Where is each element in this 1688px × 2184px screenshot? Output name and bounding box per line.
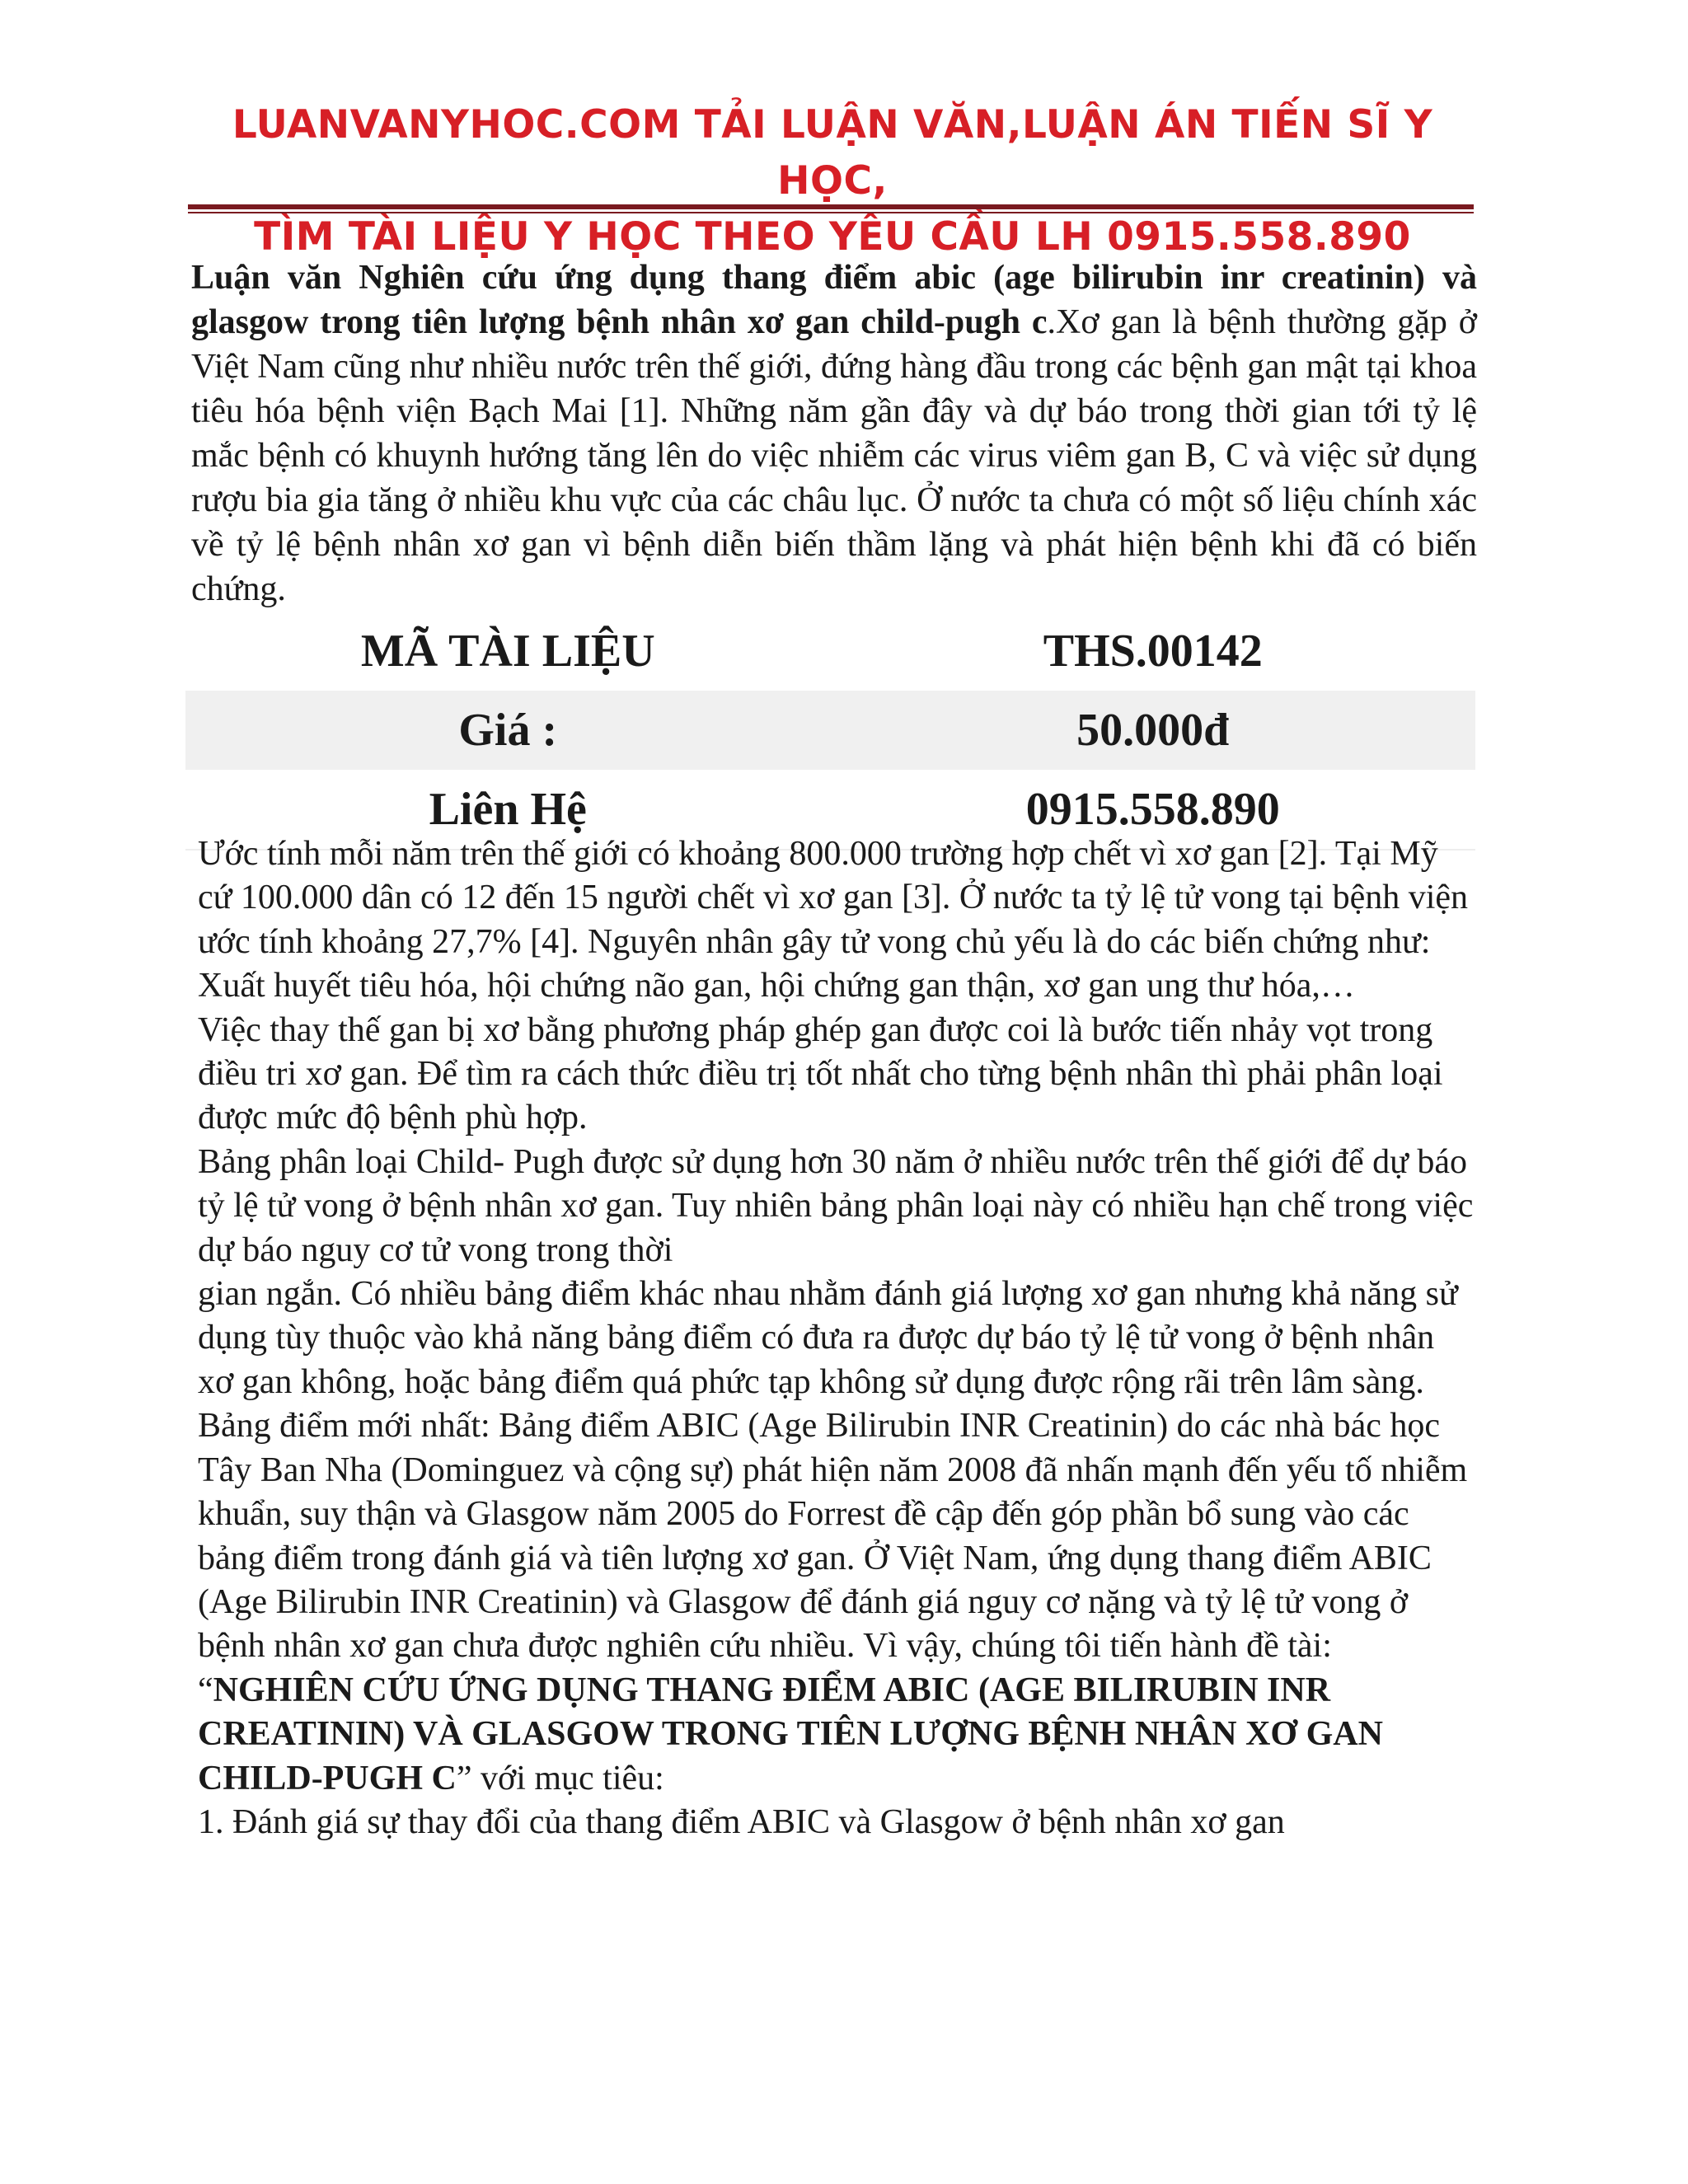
document-info-table [185,612,1475,851]
intro-text: .Xơ gan là bệnh thường gặp ở Việt Nam cũng như nhiều nước trên thế giới, đứng hàng đầu trong các bệnh gan mật tại khoa tiêu hóa bệnh viện Bạch Mai [1]. Những năm gần đây và dự báo trong thời gian tới tỷ lệ mắc bệnh có khuynh hướng tăng lên do việc nhiễm các virus viêm gan B, C và việc sử dụng rượu bia gia tăng ở nhiều khu vực của các châu lục. Ở nước ta chưa có một số liệu chính xác về tỷ lệ bệnh nhân xơ gan vì bệnh diễn biến thầm lặng và phát hiện bệnh khi đã có biến chứng. [191,303,1477,608]
header-divider-thin [188,212,1474,213]
body-paragraph: Bảng phân loại Child- Pugh được sử dụng hơn 30 năm ở nhiều nước trên thế giới để dự báo tỷ lệ tử vong ở bệnh nhân xơ gan. Tuy nhiên bảng phân loại này có nhiều hạn chế trong việc dự báo nguy cơ tử vong trong thời [198,1142,1474,1269]
info-value: THS.00142 [1043,626,1263,677]
body-paragraph: Việc thay thế gan bị xơ bằng phương pháp ghép gan được coi là bước tiến nhảy vọt trong điều tri xơ gan. Để tìm ra cách thức điều trị tốt nhất cho từng bệnh nhân thì phải phân loại được mức độ bệnh phù hợp. [198,1010,1443,1137]
body-text-segment: (Age Bilirubin INR Creatinin) và Glasgow để đánh giá nguy cơ nặng và tỷ lệ tử vong ở bệnh nhân xơ gan chưa được nghiên cứu nhiều. Vì vậy, chúng tôi tiến hành đề tài: “ [198,1582,1409,1709]
document-title: Luận văn Nghiên cứu ứng dụng thang điểm abic (age bilirubin inr creatinin) và glasgow trong tiên lượng bệnh nhân xơ gan child-pugh c [191,259,1477,341]
info-label: Liên Hệ [429,784,587,835]
info-label: Giá : [458,705,558,756]
banner-line-2: TÌM TÀI LIỆU Y HỌC THEO YÊU CẦU LH 0915.558.890 [254,214,1411,260]
objective-item: 1. Đánh giá sự thay đổi của thang điểm ABIC và Glasgow ở bệnh nhân xơ gan [198,1802,1285,1841]
info-value: 0915.558.890 [1025,784,1280,835]
body-paragraph: Ước tính mỗi năm trên thế giới có khoảng 800.000 trường hợp chết vì xơ gan [2]. Tại Mỹ cứ 100.000 dân có 12 đến 15 người chết vì xơ gan [3]. Ở nước ta tỷ lệ tử vong tại bệnh viện ước tính khoảng 27,7% [4]. Nguyên nhân gây tử vong chủ yếu là do các biến chứng như: Xuất huyết tiêu hóa, hội chứng não gan, hội chứng gan thận, xơ gan ung thư hóa,… [198,835,1469,1005]
info-value: 50.000đ [1076,705,1230,756]
info-row-price [185,691,1475,770]
info-row-code [185,612,1475,691]
header-divider-thick [188,204,1474,209]
body-text-segment: ” với mục tiêu: [456,1759,664,1797]
intro-paragraph [191,255,1477,612]
info-label: MÃ TÀI LIỆU [360,626,655,677]
banner-line-1: LUANVANYHOC.COM TẢI LUẬN VĂN,LUẬN ÁN TIẾN SĨ Y HỌC, [232,102,1433,204]
research-topic-title: NGHIÊN CỨU ỨNG DỤNG THANG ĐIỂM ABIC (AGE BILIRUBIN INR CREATININ) VÀ GLASGOW TRONG TIÊN LƯỢNG BỆNH NHÂN XƠ GAN CHILD-PUGH C [198,1671,1383,1797]
site-banner [190,97,1475,265]
body-paragraph: gian ngắn. Có nhiều bảng điểm khác nhau nhằm đánh giá lượng xơ gan nhưng khả năng sử dụng tùy thuộc vào khả năng bảng điểm có đưa ra được dự báo tỷ lệ tử vong ở bệnh nhân xơ gan không, hoặc bảng điểm quá phức tạp không sử dụng được rộng rãi trên lâm sàng. Bảng điểm mới nhất: Bảng điểm ABIC (Age Bilirubin INR Creatinin) do các nhà bác học Tây Ban Nha (Dominguez và cộng sự) phát hiện năm 2008 đã nhấn mạnh đến yếu tố nhiễm khuẩn, suy thận và Glasgow năm 2005 do Forrest đề cập đến góp phần bổ sung vào các bảng điểm trong đánh giá và tiên lượng xơ gan. Ở Việt Nam, ứng dụng thang điểm ABIC [198,1275,1468,1577]
body-text [198,832,1475,1844]
body-paragraph [198,1581,1475,1801]
